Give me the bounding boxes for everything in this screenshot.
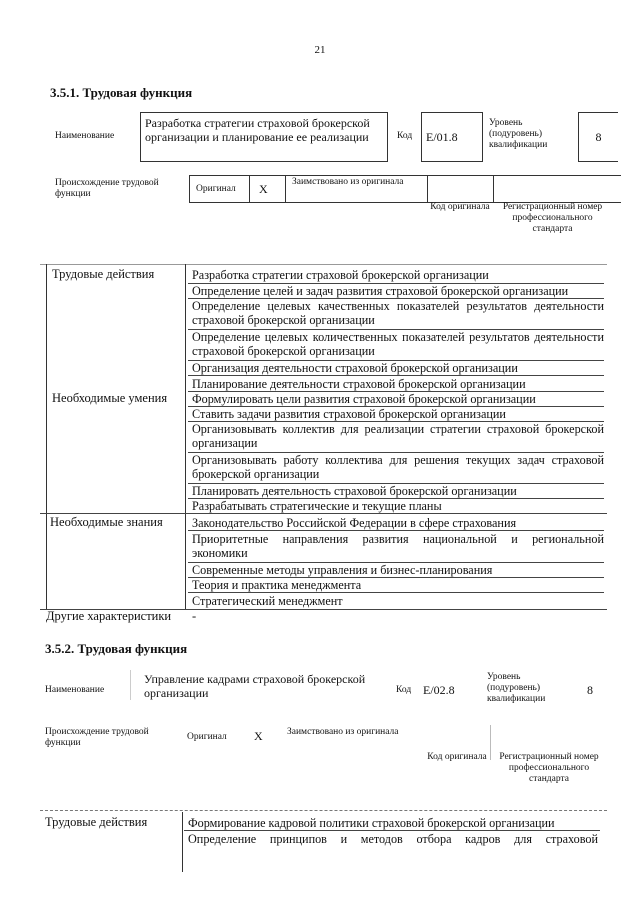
code-value: Е/02.8	[423, 683, 455, 697]
skill-row: Формулировать цели развития страховой брокерской организации	[192, 392, 536, 406]
skills-label: Необходимые умения	[52, 391, 168, 405]
original-mark: X	[259, 182, 268, 196]
action-row: Определение целей и задач развития страховой брокерской организации	[192, 284, 569, 298]
section-title: 3.5.2. Трудовая функция	[45, 641, 188, 656]
original-label: Оригинал	[196, 184, 236, 194]
action-row: Определение целевых качественных показателей результатов деятельности страховой брокерской организации	[192, 299, 604, 327]
actions-label: Трудовые действия	[52, 267, 155, 281]
action-row: Организация деятельности страховой брокерской организации	[192, 361, 518, 375]
origin-code-label: Код оригинала	[430, 202, 490, 212]
borrowed-label: Заимствовано из оригинала	[287, 727, 399, 737]
knowledge-row: Современные методы управления и бизнес-планирования	[192, 563, 493, 577]
skill-row: Ставить задачи развития страховой брокерской организации	[192, 407, 506, 421]
original-mark: X	[254, 729, 263, 743]
level-label: Уровень (подуровень) квалификации	[489, 118, 548, 150]
name-value: Управление кадрами страховой брокерской организации	[144, 672, 366, 700]
knowledge-row: Приоритетные направления развития национальной и региональной экономики	[192, 532, 604, 560]
name-label: Наименование	[45, 685, 105, 695]
action-row: Определение принципов и методов отбора кадров для страховой	[188, 832, 598, 846]
reg-number-label: Регистрационный номер профессионального стандарта	[502, 202, 603, 234]
code-label: Код	[397, 131, 413, 141]
other-label: Другие характеристики	[46, 609, 172, 623]
name-box	[140, 112, 388, 162]
section-title: 3.5.1. Трудовая функция	[50, 85, 193, 100]
action-row: Разработка стратегии страховой брокерской организации	[192, 268, 489, 282]
code-label: Код	[396, 685, 412, 695]
action-row: Определение целевых количественных показателей результатов деятельности страховой брокерской организации	[192, 330, 604, 358]
name-box	[140, 670, 380, 702]
name-label: Наименование	[55, 131, 115, 141]
skill-row: Планировать деятельность страховой брокерской организации	[192, 484, 517, 498]
skill-row: Организовывать работу коллектива для решения текущих задач страховой брокерской организации	[192, 453, 604, 481]
code-box	[421, 112, 483, 162]
knowledge-row: Законодательство Российской Федерации в сфере страхования	[192, 516, 517, 530]
actions-label: Трудовые действия	[45, 815, 148, 829]
borrowed-label: Заимствовано из оригинала	[292, 177, 404, 187]
origin-label: Происхождение трудовой функции	[55, 178, 159, 199]
name-value: Разработка стратегии страховой брокерской организации и планирование ее реализации	[145, 116, 370, 144]
reg-number-label: Регистрационный номер профессионального стандарта	[499, 752, 599, 784]
skill-row: Планирование деятельности страховой брокерской организации	[192, 377, 526, 391]
page-number: 21	[314, 44, 326, 56]
knowledge-row: Стратегический менеджмент	[192, 594, 343, 608]
action-row: Формирование кадровой политики страховой брокерской организации	[188, 816, 555, 830]
original-label: Оригинал	[187, 732, 227, 742]
origin-code-label: Код оригинала	[427, 752, 487, 762]
level-label: Уровень (подуровень) квалификации	[487, 672, 546, 704]
skill-row: Разрабатывать стратегические и текущие планы	[192, 499, 442, 513]
code-value: Е/01.8	[426, 130, 458, 144]
level-value: 8	[595, 130, 602, 144]
skill-row: Организовывать коллектив для реализации стратегии страховой брокерской организации	[192, 422, 604, 450]
knowledge-row: Теория и практика менеджмента	[192, 578, 362, 592]
level-box	[578, 112, 618, 162]
other-value: -	[192, 609, 197, 623]
knowledge-label: Необходимые знания	[50, 515, 163, 529]
origin-label: Происхождение трудовой функции	[45, 727, 149, 748]
level-value: 8	[587, 683, 593, 697]
